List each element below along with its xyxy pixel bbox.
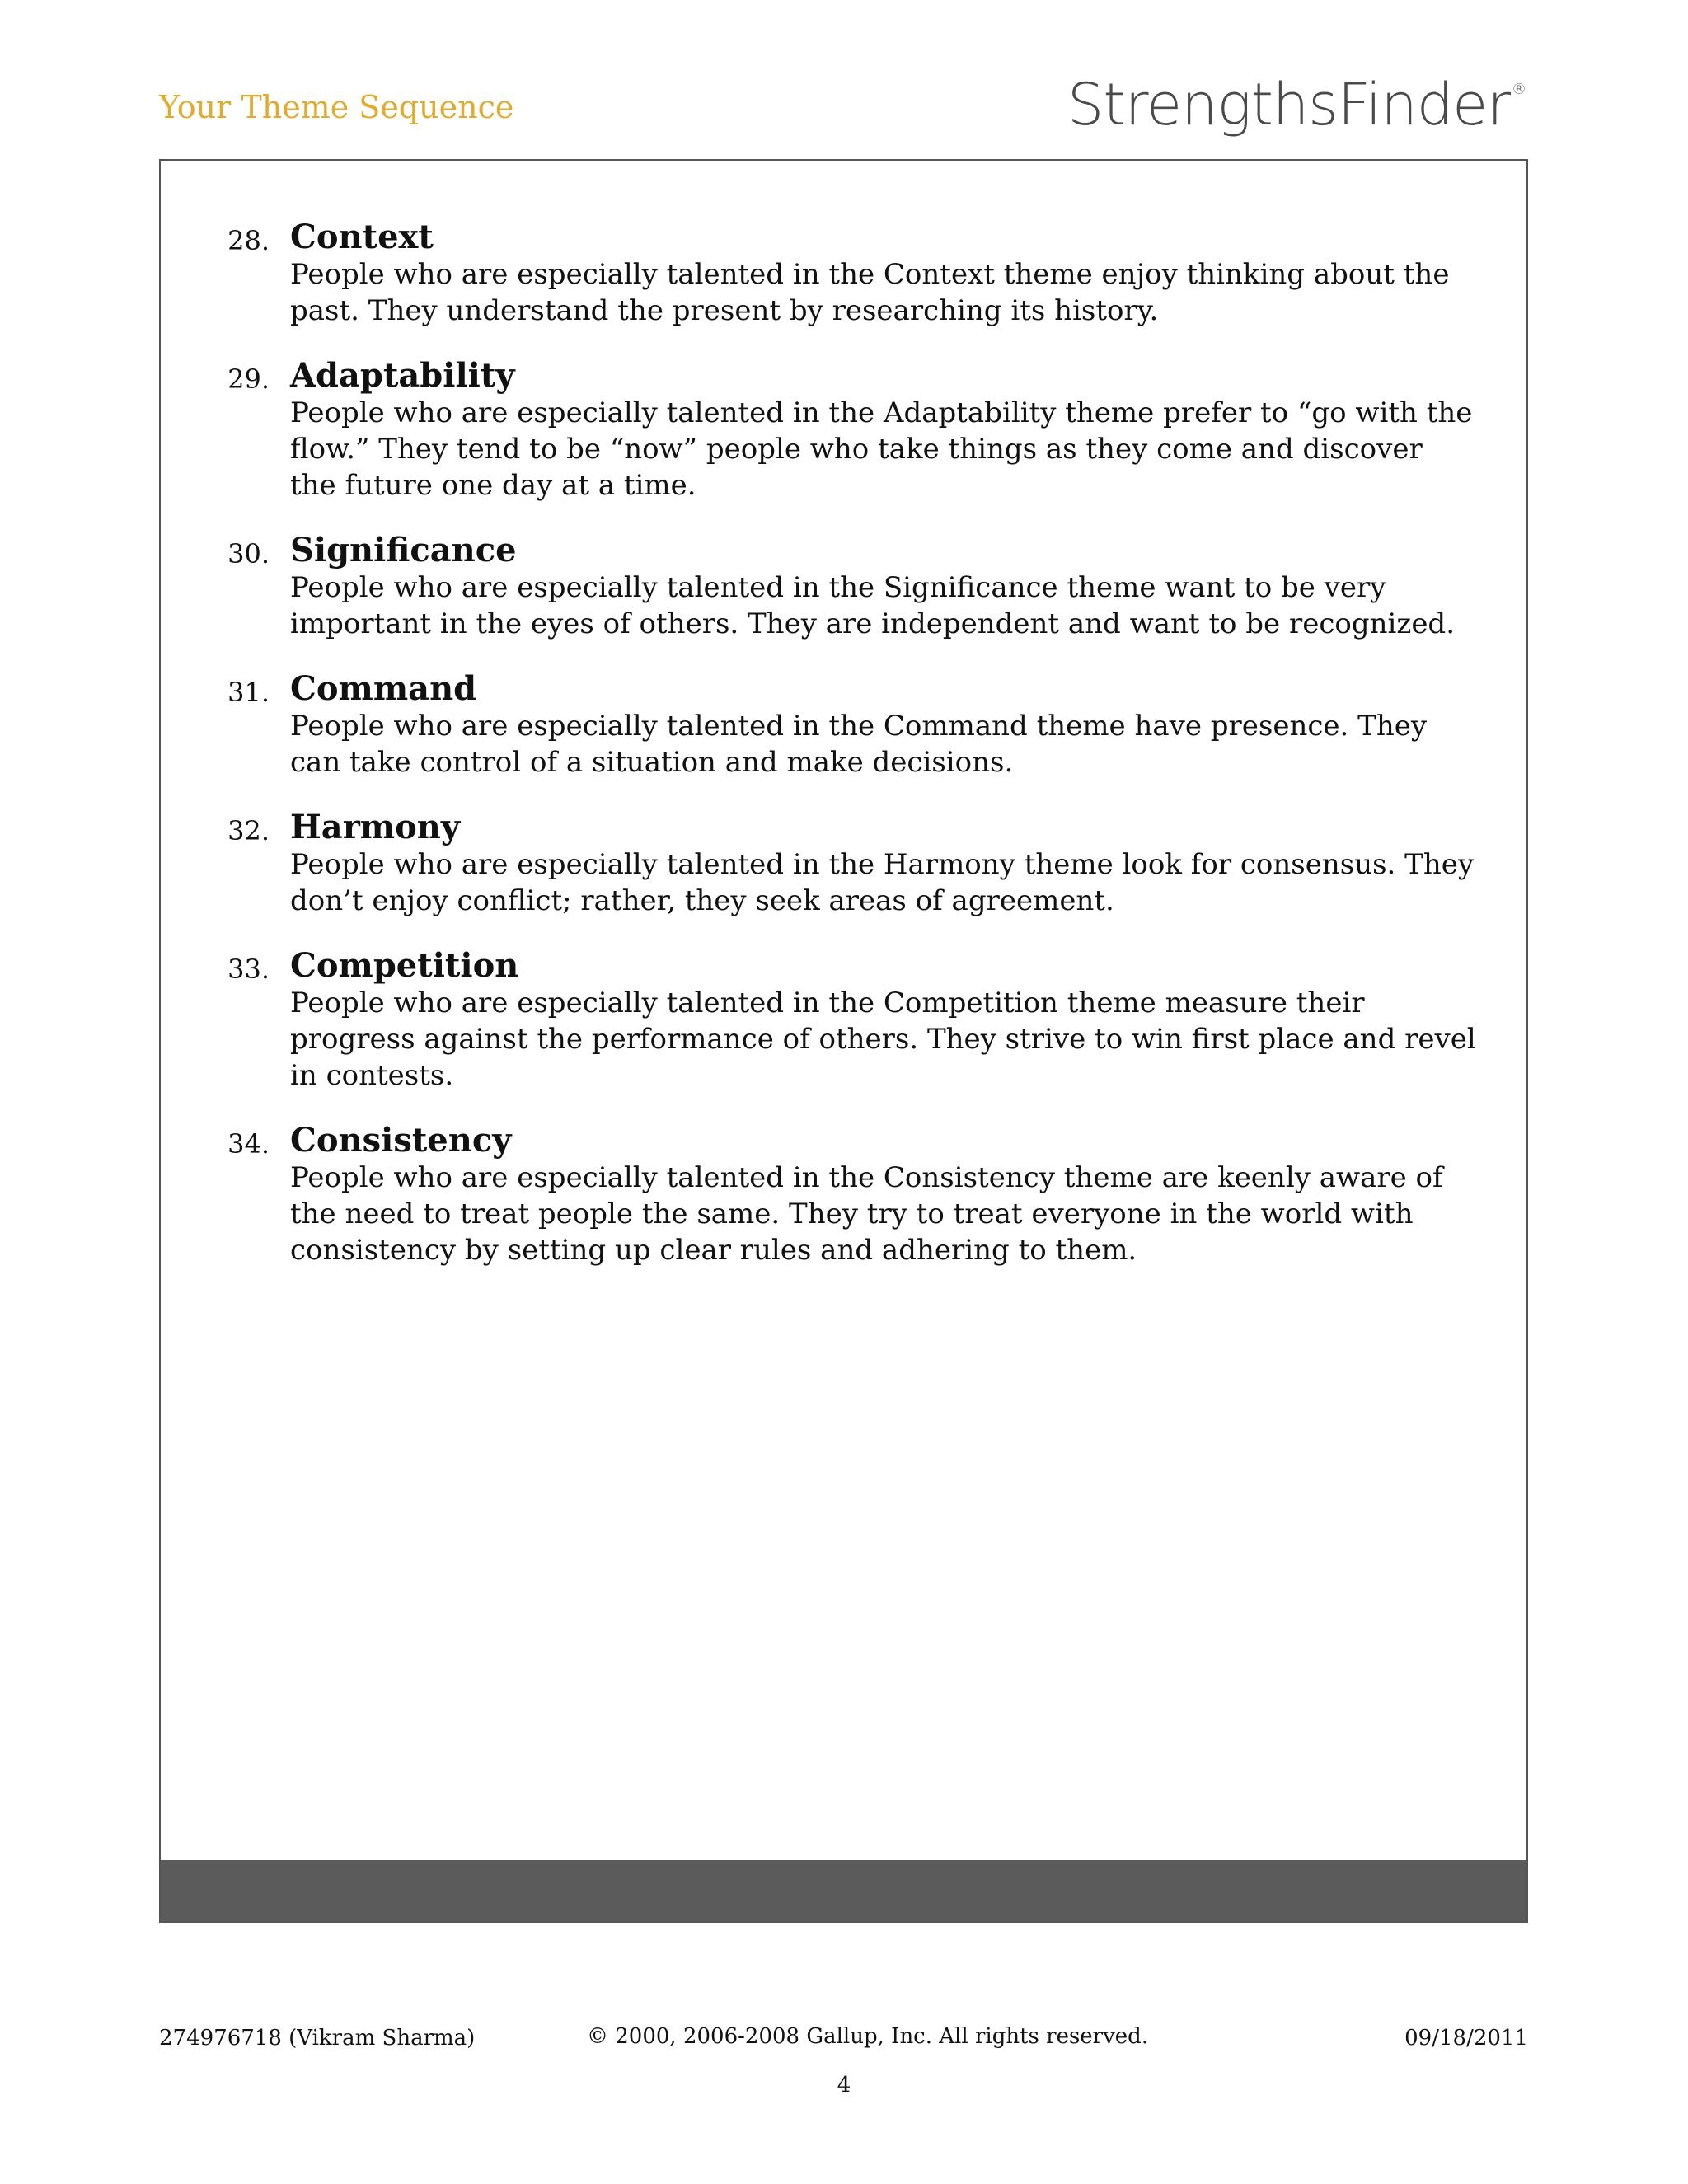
theme-name: Command xyxy=(290,669,477,708)
theme-item-consistency xyxy=(161,1122,1526,1268)
theme-name: Significance xyxy=(290,531,517,569)
theme-description: People who are especially talented in the Harmony theme look for consensus. They don’t enjoy conflict; rather, they seek areas of agreement. xyxy=(290,848,1475,917)
theme-item-harmony xyxy=(161,808,1526,919)
theme-description: People who are especially talented in the Context theme enjoy thinking about the past. They understand the present by researching its history. xyxy=(290,258,1450,327)
theme-name: Context xyxy=(290,218,434,256)
theme-description: People who are especially talented in the Command theme have presence. They can take control of a situation and make decisions. xyxy=(290,710,1428,779)
theme-item-competition xyxy=(161,947,1526,1094)
theme-rank: 33. xyxy=(227,954,270,985)
theme-item-command xyxy=(161,670,1526,780)
theme-name: Consistency xyxy=(290,1121,512,1160)
theme-rank: 28. xyxy=(227,225,270,256)
theme-rank: 30. xyxy=(227,538,270,569)
theme-rank: 29. xyxy=(227,363,270,395)
page-title: Your Theme Sequence xyxy=(159,89,514,125)
brand-name: StrengthsFinder xyxy=(1067,71,1510,138)
theme-item-adaptability xyxy=(161,357,1526,504)
theme-list xyxy=(161,218,1526,1296)
footer-user-id: 274976718 (Vikram Sharma) xyxy=(159,2026,476,2050)
theme-description: People who are especially talented in the Competition theme measure their progress against the performance of others. They strive to win first place and revel in contests. xyxy=(290,987,1476,1092)
theme-item-context xyxy=(161,218,1526,329)
theme-name: Adaptability xyxy=(290,356,515,395)
brand-logo xyxy=(1067,71,1526,138)
footer-date: 09/18/2011 xyxy=(1404,2026,1528,2050)
page-number: 4 xyxy=(837,2073,851,2097)
theme-description: People who are especially talented in the Adaptability theme prefer to “go with the flow.” They tend to be “now” people who take things as they come and discover the future one day at a time. xyxy=(290,396,1473,502)
registered-mark: ® xyxy=(1512,81,1526,98)
theme-rank: 34. xyxy=(227,1128,270,1160)
theme-description: People who are especially talented in the Significance theme want to be very important in the eyes of others. They are independent and want to be recognized. xyxy=(290,571,1456,640)
theme-description: People who are especially talented in the Consistency theme are keenly aware of the need to treat people the same. They try to treat everyone in the world with consistency by setting up clear rules and adhering to them. xyxy=(290,1161,1443,1267)
theme-item-significance xyxy=(161,532,1526,642)
footer-copyright: © 2000, 2006-2008 Gallup, Inc. All rights reserved. xyxy=(587,2024,1149,2049)
theme-rank: 31. xyxy=(227,677,270,708)
theme-list-panel xyxy=(159,159,1528,1923)
theme-name: Harmony xyxy=(290,808,461,846)
theme-name: Competition xyxy=(290,946,519,985)
footer-bar xyxy=(161,1860,1526,1921)
theme-rank: 32. xyxy=(227,815,270,846)
